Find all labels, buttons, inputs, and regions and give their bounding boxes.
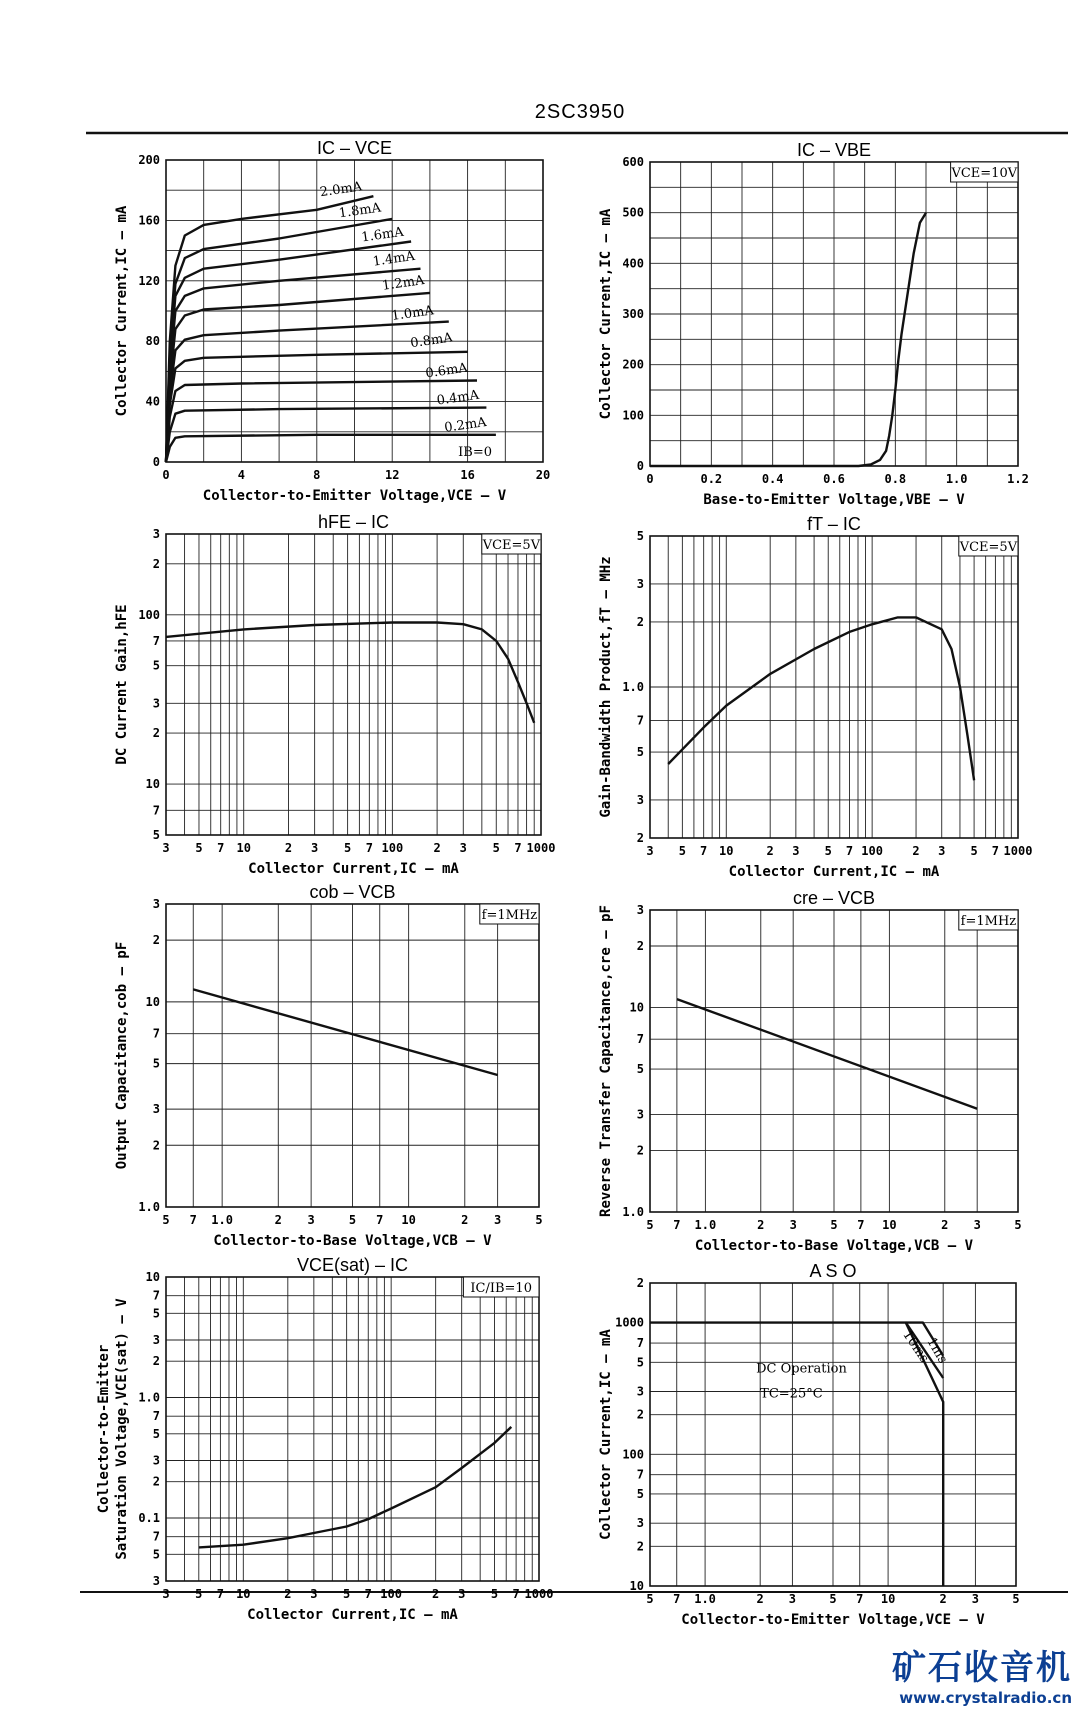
- curve-label: 0.8mA: [409, 330, 454, 352]
- y-tick-label: 2: [152, 556, 160, 571]
- x-axis-label: Collector-to-Base Voltage,VCB – V: [694, 1238, 974, 1254]
- y-axis-label-group: [114, 942, 130, 1170]
- x-tick-label: 100: [380, 1587, 402, 1601]
- x-tick-label: 1000: [526, 841, 556, 855]
- x-tick-label: 3: [789, 1218, 797, 1232]
- x-tick-label: 5: [970, 844, 978, 858]
- x-axis-label: Collector Current,IC – mA: [728, 864, 940, 880]
- chart-title: fT – IC: [807, 514, 861, 534]
- y-axis-label: Reverse Transfer Capacitance,cre – pF: [598, 905, 614, 1217]
- x-tick-label: 1000: [524, 1587, 554, 1601]
- logo-url: www.crystalradio.cn: [899, 1689, 1072, 1707]
- grid: [650, 536, 1018, 838]
- y-tick-label: 120: [138, 273, 160, 288]
- y-tick-label: 3: [152, 1574, 160, 1588]
- y-axis-label: Collector Current,IC – mA: [598, 208, 614, 420]
- y-tick-label: 2: [636, 1276, 644, 1290]
- y-tick-label: 2: [152, 726, 160, 741]
- y-tick-label: 7: [636, 713, 644, 728]
- y-tick-label: 2: [152, 1354, 160, 1369]
- x-tick-label: 5: [492, 841, 500, 855]
- chart-title: A S O: [809, 1261, 857, 1281]
- y-tick-label: 3: [636, 903, 644, 917]
- y-axis-label-group: [598, 1329, 614, 1540]
- curve-label: 1.2mA: [381, 273, 426, 294]
- aso-dc-label: DC Operation: [756, 1361, 847, 1377]
- curve-label: 1.0mA: [390, 303, 435, 325]
- y-tick-label: 5: [636, 1062, 644, 1077]
- x-tick-label: 2: [912, 844, 920, 858]
- series-line-2-0ma: [166, 196, 373, 462]
- y-axis-label-group: [598, 208, 614, 419]
- x-tick-label: 10: [236, 1587, 251, 1601]
- curve-label: 2.0mA: [319, 179, 364, 201]
- condition-label: VCE=10V: [951, 166, 1018, 181]
- x-tick-label: 7: [512, 1587, 520, 1601]
- y-axis-label-group: [114, 205, 130, 416]
- x-tick-label: 5: [343, 841, 352, 855]
- x-tick-label: 1.2: [1007, 472, 1029, 486]
- y-tick-label: 3: [636, 792, 644, 807]
- y-axis-label-line2: Saturation Voltage,VCE(sat) – V: [114, 1298, 130, 1560]
- chart-title: cob – VCB: [309, 882, 396, 902]
- x-tick-label: 12: [384, 468, 400, 482]
- chart-title: IC – VBE: [796, 140, 872, 160]
- x-tick-label: 3: [973, 1218, 981, 1232]
- grid: [650, 1283, 1016, 1586]
- y-axis-label-group: [96, 1298, 130, 1560]
- y-tick-label: 3: [636, 576, 644, 591]
- x-tick-label: 5: [162, 1213, 170, 1227]
- y-tick-label: 400: [622, 256, 644, 271]
- y-tick-label: 1000: [615, 1315, 644, 1330]
- y-tick-label: 7: [636, 1336, 644, 1351]
- series-line-0-6ma: [166, 381, 477, 463]
- x-tick-label: 20: [535, 468, 551, 482]
- logo-text: 矿石收音机: [892, 1648, 1072, 1688]
- y-tick-label: 7: [152, 1529, 160, 1544]
- y-tick-label: 5: [152, 1056, 160, 1071]
- y-tick-label: 100: [622, 1447, 644, 1462]
- x-tick-label: 5: [678, 844, 686, 858]
- x-tick-label: 7: [700, 844, 708, 858]
- chart-aso: [598, 1261, 1020, 1628]
- y-tick-label: 3: [152, 1102, 160, 1117]
- x-tick-label: 7: [514, 841, 522, 855]
- curve-label: 0.2mA: [443, 415, 488, 436]
- x-tick-label: 5: [646, 1592, 654, 1606]
- x-tick-label: 5: [824, 844, 832, 858]
- x-tick-label: 7: [365, 841, 373, 855]
- y-tick-label: 3: [636, 1107, 644, 1122]
- x-tick-label: 5: [195, 841, 203, 855]
- chart-vcesat-ic: [96, 1255, 553, 1623]
- y-tick-label: 0: [152, 455, 160, 469]
- x-tick-label: 5: [646, 1218, 654, 1232]
- plot-frame: [166, 1277, 539, 1581]
- chart-title: VCE(sat) – IC: [296, 1255, 409, 1275]
- y-tick-label: 2: [152, 1474, 160, 1489]
- x-tick-label: 10: [401, 1213, 416, 1227]
- x-tick-label: 1000: [1003, 844, 1033, 858]
- grid: [650, 910, 1018, 1212]
- x-tick-label: 3: [310, 1587, 318, 1601]
- chart-ic-vce: [114, 138, 550, 504]
- x-tick-label: 7: [857, 1218, 865, 1232]
- y-tick-label: 2: [152, 1138, 160, 1153]
- y-tick-label: 5: [152, 658, 160, 673]
- x-tick-label: 2: [756, 1592, 764, 1606]
- y-tick-label: 10: [145, 994, 160, 1009]
- y-tick-label: 1.0: [622, 1205, 644, 1219]
- y-tick-label: 40: [145, 394, 160, 409]
- y-axis-label-group: [598, 556, 614, 817]
- y-tick-label: 1.0: [138, 1390, 160, 1405]
- x-tick-label: 7: [189, 1213, 197, 1227]
- x-tick-label: 2: [461, 1213, 469, 1227]
- y-tick-label: 2: [636, 1407, 644, 1422]
- x-tick-label: 3: [311, 841, 319, 855]
- y-tick-label: 2: [636, 1143, 644, 1158]
- grid: [650, 162, 1018, 466]
- y-tick-label: 5: [636, 529, 644, 543]
- x-tick-label: 10: [719, 844, 734, 858]
- x-tick-label: 5: [195, 1587, 203, 1601]
- condition-label: f=1MHz: [960, 914, 1017, 929]
- part-number-header: 2SC3950: [534, 101, 626, 123]
- y-tick-label: 3: [152, 1333, 160, 1348]
- curve-label: 1.6mA: [360, 224, 405, 246]
- x-tick-label: 2: [757, 1218, 765, 1232]
- x-tick-label: 3: [307, 1213, 315, 1227]
- x-axis-label: Collector-to-Emitter Voltage,VCE – V: [681, 1612, 985, 1628]
- x-tick-label: 2: [274, 1213, 282, 1227]
- grid: [166, 534, 541, 835]
- x-tick-label: 5: [830, 1218, 838, 1232]
- condition-label: f=1MHz: [481, 908, 538, 923]
- x-tick-label: 7: [364, 1587, 372, 1601]
- y-tick-label: 2: [636, 1539, 644, 1554]
- series-line-1-6ma: [166, 242, 411, 463]
- y-tick-label: 3: [636, 1516, 644, 1531]
- x-axis-label: Collector-to-Emitter Voltage,VCE – V: [202, 488, 507, 504]
- x-tick-label: 3: [162, 841, 170, 855]
- x-tick-label: 100: [381, 841, 404, 855]
- x-tick-label: 100: [861, 844, 883, 858]
- x-tick-label: 2: [284, 841, 293, 855]
- x-tick-label: 5: [535, 1213, 543, 1227]
- x-tick-label: 3: [458, 1587, 466, 1601]
- x-axis-label: Collector Current,IC – mA: [247, 1607, 458, 1623]
- x-tick-label: 4: [237, 468, 246, 482]
- y-tick-label: 300: [622, 307, 644, 321]
- y-tick-label: 7: [152, 1026, 160, 1041]
- y-tick-label: 5: [152, 1547, 160, 1562]
- x-tick-label: 7: [673, 1592, 681, 1606]
- y-tick-label: 1.0: [622, 680, 644, 694]
- y-tick-label: 7: [636, 1032, 644, 1047]
- x-tick-label: 7: [856, 1592, 864, 1606]
- x-tick-label: 3: [459, 841, 467, 855]
- x-tick-label: 7: [216, 1587, 225, 1601]
- x-tick-label: 5: [343, 1587, 351, 1601]
- y-tick-label: 80: [145, 334, 160, 349]
- chart-ft-ic: [598, 514, 1032, 880]
- curve-label: 0.4mA: [435, 387, 480, 409]
- x-tick-label: 7: [217, 841, 225, 855]
- series-line-1-0ma: [166, 322, 449, 462]
- y-tick-label: 7: [152, 1288, 160, 1303]
- y-axis-label: Output Capacitance,cob – pF: [114, 941, 130, 1170]
- x-tick-label: 5: [348, 1213, 357, 1227]
- x-tick-label: 8: [313, 468, 321, 482]
- x-tick-label: 5: [490, 1587, 499, 1601]
- y-tick-label: 100: [622, 408, 644, 423]
- chart-hfe-ic: [114, 512, 555, 877]
- x-tick-label: 0.8: [884, 472, 907, 486]
- y-axis-label: DC Current Gain,hFE: [114, 604, 130, 765]
- x-axis-label: Collector Current,IC – mA: [248, 861, 459, 877]
- condition-label: IC/IB=10: [470, 1281, 532, 1296]
- x-tick-label: 3: [646, 844, 654, 858]
- y-axis-label: Collector Current,IC – mA: [114, 205, 130, 417]
- x-axis-label: Base-to-Emitter Voltage,VBE – V: [703, 492, 965, 508]
- x-tick-label: 10: [236, 841, 251, 855]
- series-line-0-2ma: [166, 435, 496, 462]
- y-tick-label: 10: [629, 1000, 644, 1015]
- x-tick-label: 2: [284, 1587, 292, 1601]
- chart-grid: [96, 138, 1032, 1628]
- x-tick-label: 3: [162, 1587, 170, 1601]
- series-line-vce-sat-: [199, 1427, 512, 1548]
- series-line-ft: [668, 617, 974, 780]
- y-tick-label: 5: [636, 1486, 644, 1501]
- y-axis-label-group: [598, 905, 614, 1217]
- y-tick-label: 7: [636, 1467, 644, 1482]
- x-tick-label: 7: [673, 1218, 681, 1232]
- y-tick-label: 3: [152, 1453, 160, 1468]
- x-tick-label: 2: [939, 1592, 947, 1606]
- y-axis-label-line1: Collector-to-Emitter: [96, 1344, 112, 1514]
- curve-label: IB=0: [458, 444, 493, 460]
- chart-cre-vcb: [598, 888, 1022, 1254]
- y-tick-label: 3: [636, 1384, 644, 1399]
- x-axis-label: Collector-to-Base Voltage,VCB – V: [213, 1233, 492, 1249]
- y-tick-label: 7: [152, 1409, 160, 1424]
- footer-logo: [892, 1640, 1072, 1707]
- x-tick-label: 1.0: [694, 1592, 716, 1606]
- x-tick-label: 7: [991, 844, 1000, 858]
- x-tick-label: 3: [938, 844, 946, 858]
- y-tick-label: 3: [152, 527, 160, 541]
- y-tick-label: 2: [636, 614, 644, 629]
- y-tick-label: 200: [622, 357, 644, 372]
- x-tick-label: 0.6: [823, 472, 845, 486]
- aso-1ms-label: 1ms: [923, 1335, 951, 1367]
- x-tick-label: 1.0: [211, 1213, 233, 1227]
- y-tick-label: 10: [629, 1579, 644, 1593]
- x-tick-label: 0: [162, 468, 170, 482]
- chart-ic-vbe: [598, 140, 1029, 508]
- condition-label: VCE=5V: [482, 538, 541, 553]
- y-tick-label: 0: [636, 459, 644, 473]
- x-tick-label: 7: [845, 844, 854, 858]
- grid: [166, 1277, 539, 1581]
- aso-10ms-label: 10ms: [899, 1327, 932, 1366]
- y-tick-label: 2: [152, 933, 160, 948]
- x-tick-label: 10: [880, 1592, 896, 1606]
- curve-label: 0.6mA: [424, 360, 469, 382]
- plot-frame: [166, 534, 541, 835]
- chart-title: hFE – IC: [317, 512, 390, 532]
- x-tick-label: 5: [829, 1592, 837, 1606]
- y-tick-label: 7: [152, 633, 160, 648]
- y-axis-label: Gain-Bandwidth Product,fT – MHz: [598, 556, 614, 818]
- y-tick-label: 1.0: [138, 1200, 160, 1214]
- y-tick-label: 600: [622, 155, 644, 169]
- y-tick-label: 3: [152, 897, 160, 911]
- y-tick-label: 10: [145, 777, 160, 792]
- x-tick-label: 1.0: [694, 1218, 717, 1232]
- condition-label: VCE=5V: [959, 540, 1018, 555]
- x-tick-label: 0: [646, 472, 654, 486]
- y-tick-label: 5: [152, 828, 160, 842]
- chart-cob-vcb: [114, 882, 543, 1249]
- curve-label: 1.8mA: [337, 200, 382, 222]
- x-tick-label: 2: [941, 1218, 949, 1232]
- x-tick-label: 2: [766, 844, 774, 858]
- x-tick-label: 3: [494, 1213, 502, 1227]
- x-tick-label: 7: [376, 1213, 384, 1227]
- y-tick-label: 2: [636, 831, 644, 845]
- curve-label: 1.4mA: [371, 248, 416, 270]
- y-tick-label: 10: [145, 1270, 160, 1284]
- y-axis-label: Collector Current,IC – mA: [598, 1329, 614, 1540]
- y-tick-label: 100: [138, 607, 160, 622]
- series-line-hfe: [166, 623, 534, 723]
- y-tick-label: 2: [636, 939, 644, 954]
- y-tick-label: 5: [152, 1306, 160, 1321]
- y-tick-label: 5: [152, 1426, 160, 1441]
- aso-tc-label: TC=25°C: [760, 1386, 823, 1402]
- x-tick-label: 16: [460, 468, 475, 482]
- x-tick-label: 1.0: [945, 472, 968, 486]
- x-tick-label: 10: [882, 1218, 897, 1232]
- y-tick-label: 5: [636, 745, 644, 760]
- x-tick-label: 0.4: [761, 472, 784, 486]
- y-tick-label: 0.1: [138, 1510, 160, 1525]
- x-tick-label: 0.2: [700, 472, 723, 486]
- y-axis-label-group: [114, 604, 130, 764]
- y-tick-label: 160: [138, 213, 160, 228]
- x-tick-label: 5: [1014, 1218, 1022, 1232]
- x-tick-label: 5: [1012, 1592, 1020, 1606]
- y-tick-label: 7: [152, 803, 160, 818]
- y-tick-label: 5: [636, 1355, 644, 1370]
- series-line-cre: [677, 999, 977, 1109]
- x-tick-label: 3: [792, 844, 800, 858]
- x-tick-label: 2: [433, 841, 441, 855]
- grid: [166, 904, 539, 1207]
- x-tick-label: 3: [788, 1592, 797, 1606]
- y-tick-label: 200: [138, 153, 160, 167]
- chart-title: cre – VCB: [792, 888, 876, 908]
- x-tick-label: 2: [432, 1587, 440, 1601]
- y-tick-label: 3: [152, 696, 160, 711]
- x-tick-label: 3: [971, 1592, 980, 1606]
- y-tick-label: 500: [622, 205, 644, 220]
- chart-title: IC – VCE: [316, 138, 393, 158]
